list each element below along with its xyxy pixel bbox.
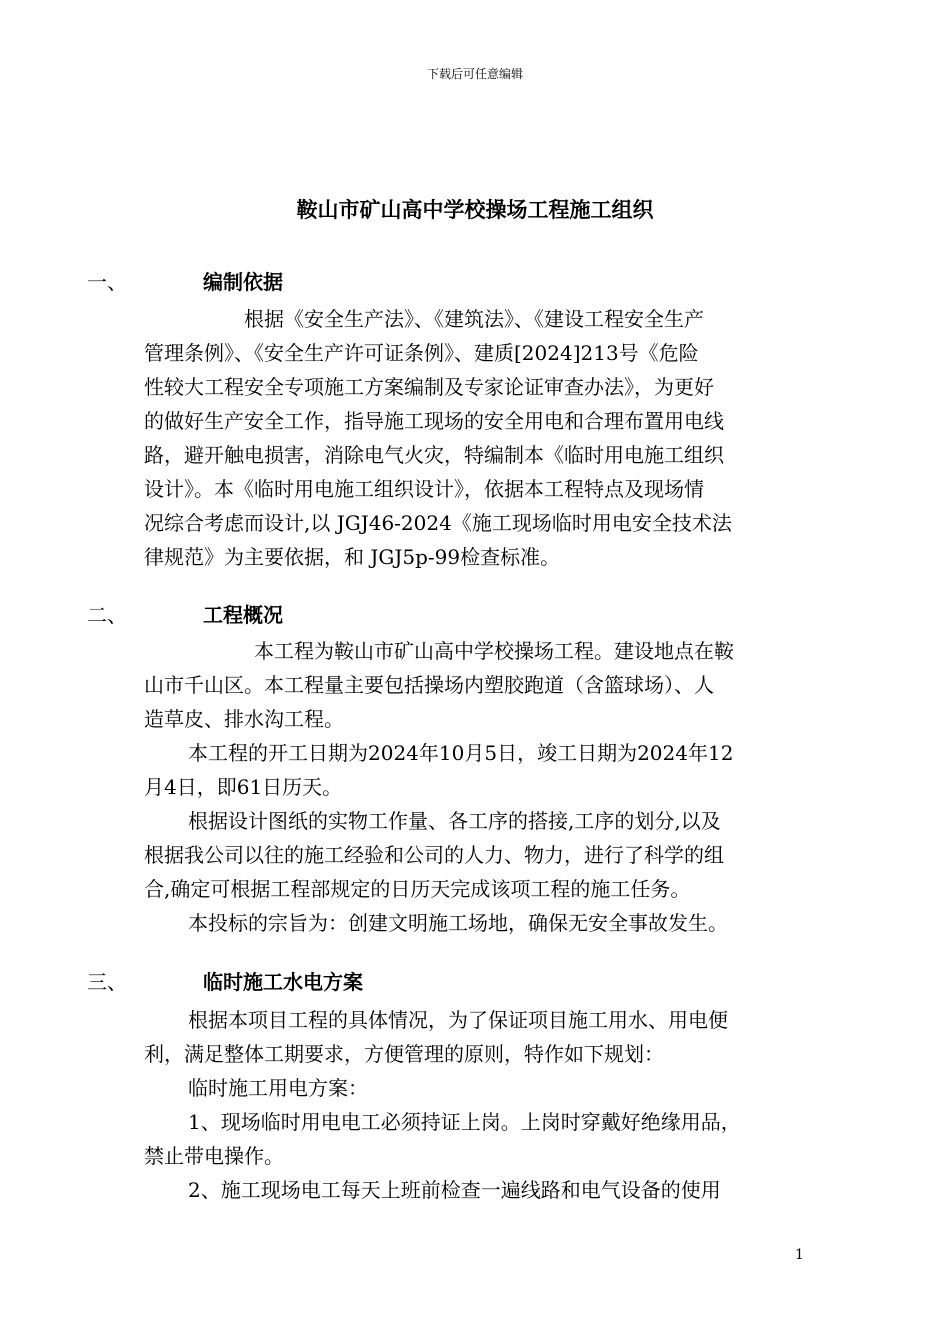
section-title: 临时施工水电方案 <box>203 970 363 994</box>
text-line: 临时施工用电方案： <box>188 1076 368 1100</box>
section-number: 三、 <box>87 970 127 994</box>
text-line: 根据设计图纸的实物工作量、各工序的搭接,工序的划分,以及 <box>188 809 721 833</box>
text-line: 2、施工现场电工每天上班前检查一遍线路和电气设备的使用 <box>188 1178 721 1202</box>
text-line: 性较大工程安全专项施工方案编制及专家论证审查办法》，为更好 <box>144 375 714 399</box>
section-title: 工程概况 <box>203 603 283 627</box>
text-line: 合,确定可根据工程部规定的日历天完成该项工程的施工任务。 <box>144 877 691 901</box>
text-line: 管理条例》、《安全生产许可证条例》、建质[2024]213号《危险 <box>144 341 699 365</box>
paragraph <box>144 634 806 940</box>
text-line: 1、现场临时用电电工必须持证上岗。上岗时穿戴好绝缘用品， <box>188 1110 741 1134</box>
text-line: 本工程为鞍山市矿山高中学校操场工程。建设地点在鞍 <box>254 639 734 663</box>
text-line: 山市千山区。本工程量主要包括操场内塑胶跑道（含篮球场）、人 <box>144 673 714 697</box>
section-heading-1 <box>87 267 283 297</box>
paragraph <box>144 1003 806 1207</box>
text-line: 况综合考虑而设计,以 JGJ46-2024《施工现场临时用电安全技术法 <box>144 511 732 535</box>
text-line: 本工程的开工日期为2024年10月5日，竣工日期为2024年12 <box>188 741 734 765</box>
text-line: 月4日，即61日历天。 <box>144 775 343 799</box>
text-line: 设计》。本《临时用电施工组织设计》，依据本工程特点及现场情 <box>144 477 704 501</box>
text-line: 律规范》为主要依据，和 JGJ5p-99检查标准。 <box>144 545 561 569</box>
section-number: 一、 <box>87 270 127 294</box>
text-line: 根据《安全生产法》、《建筑法》、《建设工程安全生产 <box>244 307 704 331</box>
text-line: 根据本项目工程的具体情况，为了保证项目施工用水、用电便 <box>188 1008 728 1032</box>
text-line: 路，避开触电损害，消除电气火灾，特编制本《临时用电施工组织 <box>144 443 724 467</box>
header-note: 下载后可任意编辑 <box>426 67 523 81</box>
text-line: 的做好生产安全工作，指导施工现场的安全用电和合理布置用电线 <box>144 409 724 433</box>
document-title: 鞍山市矿山高中学校操场工程施工组织 <box>296 198 654 222</box>
text-line: 本投标的宗旨为：创建文明施工场地，确保无安全事故发生。 <box>188 911 728 935</box>
section-number: 二、 <box>87 603 127 627</box>
page-number: 1 <box>795 1247 804 1263</box>
text-line: 造草皮、排水沟工程。 <box>144 707 344 731</box>
section-heading-3 <box>87 967 363 997</box>
text-line: 禁止带电操作。 <box>144 1144 284 1168</box>
text-line: 利，满足整体工期要求，方便管理的原则，特作如下规划： <box>144 1042 664 1066</box>
text-line: 根据我公司以往的施工经验和公司的人力、物力，进行了科学的组 <box>144 843 724 867</box>
section-title: 编制依据 <box>203 270 283 294</box>
paragraph <box>144 302 806 574</box>
section-heading-2 <box>87 600 283 630</box>
